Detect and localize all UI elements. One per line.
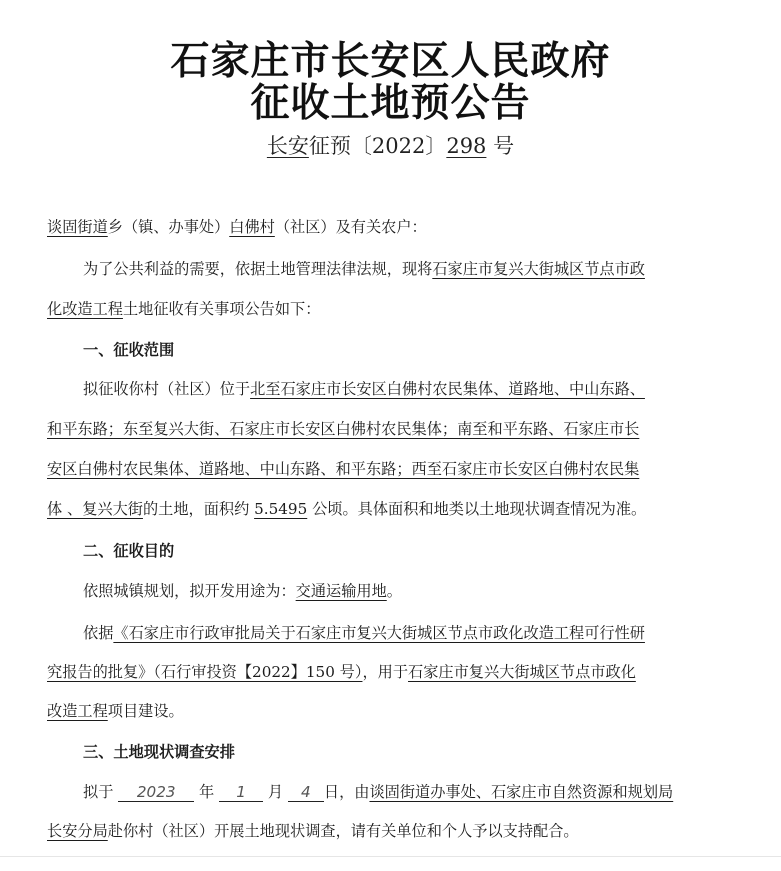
doc-number-suffix: 号 — [493, 134, 515, 158]
addressee-village: 白佛村 — [229, 218, 275, 236]
purpose-text-1: 依照城镇规划，拟开发用途为： — [83, 582, 296, 600]
basis-doc-b: 究报告的批复》（石行审投资【2022】150 号） — [47, 663, 363, 681]
doc-number-text: 征预〔2022〕 — [308, 134, 447, 158]
survey-text-1: 拟于 — [83, 783, 114, 801]
scope-line-3: 安区白佛村农民集体、道路地、中山东路、和平东路；西至石家庄市长安区白佛村农民集 — [47, 460, 640, 478]
section-3-heading: 三、土地现状调查安排 — [83, 743, 235, 761]
survey-line-1 — [83, 781, 781, 803]
basis-text-2: ，用于 — [362, 663, 409, 681]
para1-line-1 — [83, 258, 781, 280]
section-2-heading: 二、征收目的 — [83, 542, 175, 560]
basis-text-1: 依据 — [83, 624, 114, 642]
survey-year: 2023 — [118, 783, 194, 802]
basis-doc-a: 《石家庄市行政审批局关于石家庄市复兴大街城区节点市政化改造工程可行性研 — [113, 624, 645, 642]
scope-text-2: 的土地，面积约 — [142, 500, 250, 518]
title-line-2: 征收土地预公告 — [250, 81, 531, 126]
scope-text-1: 拟征收你村（社区）位于 — [83, 380, 251, 398]
survey-month-label: 月 — [267, 783, 284, 801]
scope-text-3: 公顷。具体面积和地类以土地现状调查情况为准。 — [312, 500, 647, 518]
section-1-heading: 一、征收范围 — [83, 341, 175, 359]
document-number — [0, 132, 781, 160]
survey-line-2 — [47, 820, 747, 842]
addressee-line — [47, 216, 747, 238]
scope-area: 5.5495 — [254, 500, 308, 518]
para1-text-2: 土地征收有关事项公告如下： — [122, 300, 321, 318]
scope-boundary-1: 北至石家庄市长安区白佛村农民集体、道路地、中山东路、 — [250, 380, 645, 398]
basis-project-a: 石家庄市复兴大街城区节点市政化 — [408, 663, 636, 681]
title-line-1: 石家庄市长安区人民政府 — [170, 39, 611, 84]
scope-boundary-4: 体 、复兴大街 — [47, 500, 143, 518]
scope-line-2: 和平东路；东至复兴大街、石家庄市长安区白佛村农民集体；南至和平东路、石家庄市长 — [47, 420, 640, 438]
scope-line-1 — [83, 378, 781, 400]
scope-line-4 — [47, 498, 747, 520]
para1-project-b: 化改造工程 — [47, 300, 123, 318]
addressee-text-2: （社区）及有关农户： — [274, 218, 427, 236]
survey-day: 4 — [288, 783, 324, 802]
doc-number-num: 298 — [446, 134, 487, 158]
purpose-text-2: 。 — [386, 582, 402, 600]
para1-line-2 — [47, 298, 747, 320]
basis-line-2 — [47, 661, 747, 683]
page-bottom-divider — [0, 856, 781, 857]
purpose-use: 交通运输用地 — [295, 582, 387, 600]
basis-line-1 — [83, 622, 781, 644]
survey-text-2: 赴你村（社区）开展土地现状调查，请有关单位和个人予以支持配合。 — [107, 822, 579, 840]
addressee-street: 谈固街道 — [47, 218, 108, 236]
doc-number-district: 长安 — [266, 134, 309, 158]
basis-text-3: 项目建设。 — [107, 702, 184, 720]
survey-org-b: 长安分局 — [47, 822, 108, 840]
basis-line-3 — [47, 700, 747, 722]
para1-text-1: 为了公共利益的需要，依据土地管理法律法规，现将 — [83, 260, 433, 278]
survey-org-a: 谈固街道办事处、石家庄市自然资源和规划局 — [369, 783, 674, 801]
basis-project-b: 改造工程 — [47, 702, 108, 720]
survey-year-label: 年 — [199, 783, 215, 801]
para1-project-a: 石家庄市复兴大街城区节点市政 — [432, 260, 645, 278]
survey-month: 1 — [219, 783, 263, 802]
survey-day-label: 日，由 — [323, 783, 370, 801]
purpose-line — [83, 580, 781, 602]
addressee-text-1: 乡（镇、办事处） — [107, 218, 230, 236]
